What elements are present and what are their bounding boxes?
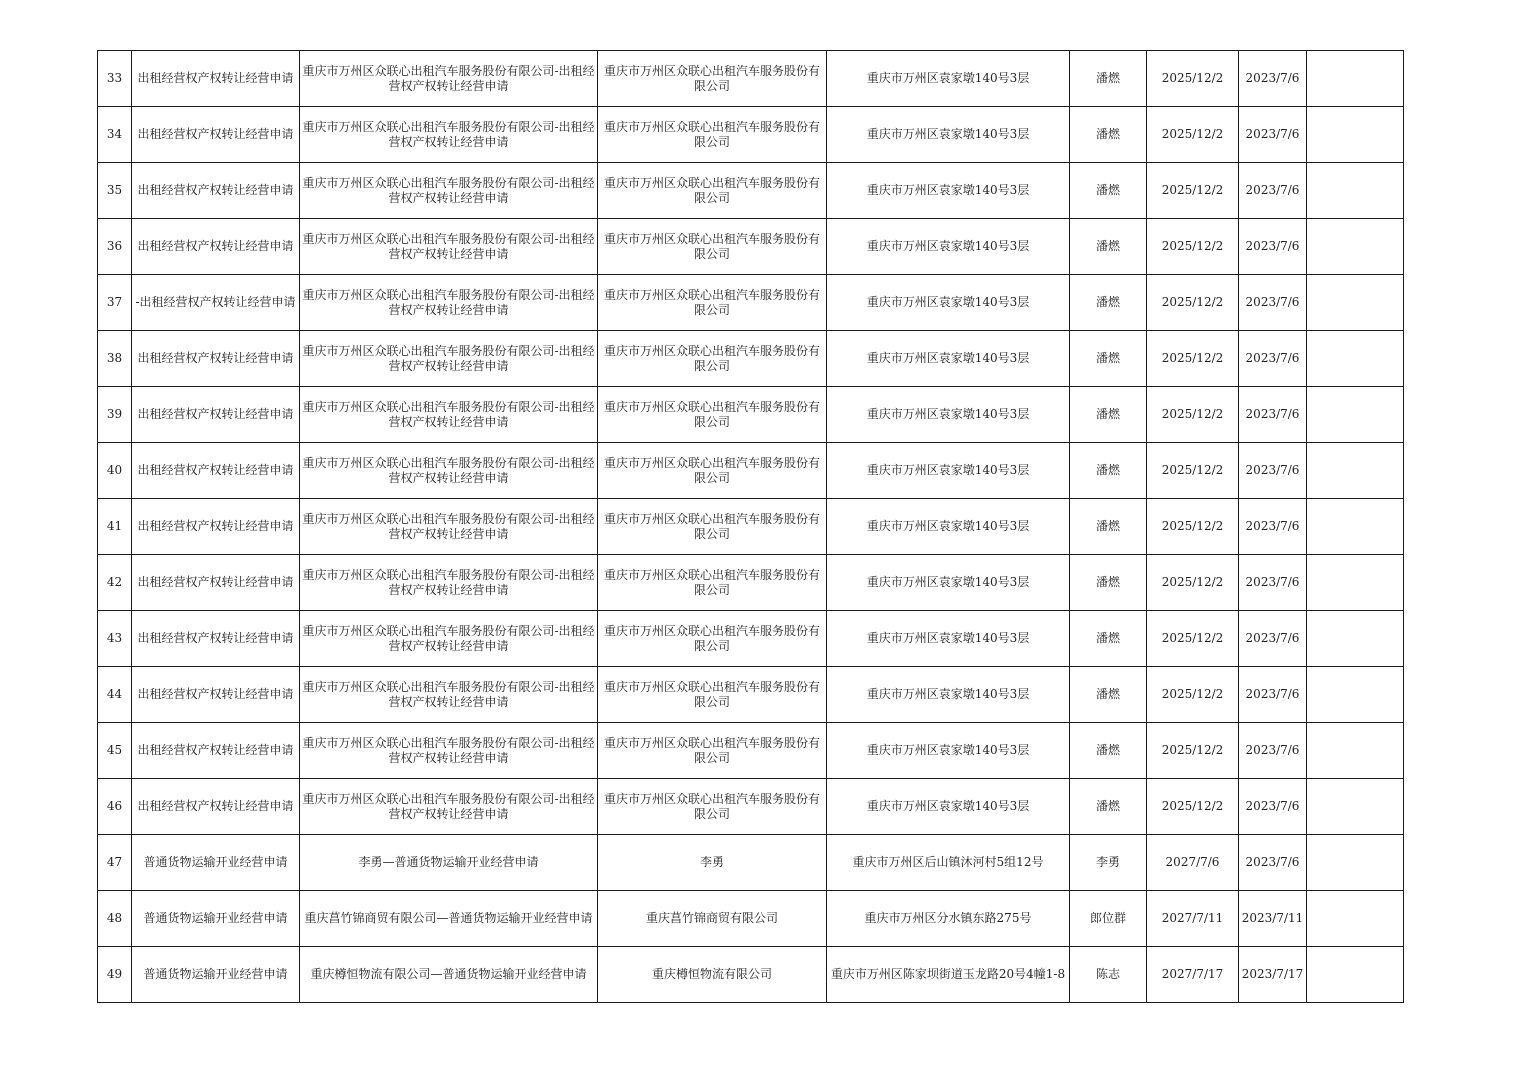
cell-valid-until: 2027/7/6 xyxy=(1147,835,1239,891)
table-row xyxy=(98,331,1404,387)
cell-number: 46 xyxy=(98,779,132,835)
cell-person: 潘燃 xyxy=(1070,779,1147,835)
cell-person: 潘燃 xyxy=(1070,443,1147,499)
table-row xyxy=(98,443,1404,499)
cell-valid-until: 2025/12/2 xyxy=(1147,275,1239,331)
cell-company: 重庆市万州区众联心出租汽车服务股份有限公司 xyxy=(598,667,827,723)
cell-valid-until: 2025/12/2 xyxy=(1147,611,1239,667)
cell-address: 重庆市万州区袁家墩140号3层 xyxy=(827,555,1070,611)
cell-number: 38 xyxy=(98,331,132,387)
cell-company: 重庆市万州区众联心出租汽车服务股份有限公司 xyxy=(598,51,827,107)
cell-application: 重庆市万州区众联心出租汽车服务股份有限公司-出租经营权产权转让经营申请 xyxy=(300,555,598,611)
cell-address: 重庆市万州区袁家墩140号3层 xyxy=(827,331,1070,387)
cell-remark xyxy=(1307,163,1404,219)
cell-decision-date: 2023/7/6 xyxy=(1239,219,1307,275)
cell-item: 普通货物运输开业经营申请 xyxy=(132,891,300,947)
cell-person: 潘燃 xyxy=(1070,555,1147,611)
table-row xyxy=(98,947,1404,1003)
cell-address: 重庆市万州区袁家墩140号3层 xyxy=(827,275,1070,331)
cell-item: 出租经营权产权转让经营申请 xyxy=(132,611,300,667)
cell-decision-date: 2023/7/6 xyxy=(1239,331,1307,387)
cell-company: 重庆市万州区众联心出租汽车服务股份有限公司 xyxy=(598,219,827,275)
cell-remark xyxy=(1307,723,1404,779)
cell-address: 重庆市万州区袁家墩140号3层 xyxy=(827,499,1070,555)
cell-company: 重庆市万州区众联心出租汽车服务股份有限公司 xyxy=(598,387,827,443)
cell-company: 重庆市万州区众联心出租汽车服务股份有限公司 xyxy=(598,443,827,499)
cell-number: 33 xyxy=(98,51,132,107)
cell-valid-until: 2025/12/2 xyxy=(1147,555,1239,611)
cell-person: 李勇 xyxy=(1070,835,1147,891)
cell-application: 重庆市万州区众联心出租汽车服务股份有限公司-出租经营权产权转让经营申请 xyxy=(300,219,598,275)
cell-valid-until: 2025/12/2 xyxy=(1147,499,1239,555)
cell-application: 重庆市万州区众联心出租汽车服务股份有限公司-出租经营权产权转让经营申请 xyxy=(300,51,598,107)
cell-remark xyxy=(1307,611,1404,667)
cell-address: 重庆市万州区袁家墩140号3层 xyxy=(827,723,1070,779)
cell-person: 潘燃 xyxy=(1070,51,1147,107)
cell-application: 重庆樽恒物流有限公司—普通货物运输开业经营申请 xyxy=(300,947,598,1003)
table-row xyxy=(98,667,1404,723)
cell-decision-date: 2023/7/6 xyxy=(1239,443,1307,499)
cell-person: 潘燃 xyxy=(1070,499,1147,555)
cell-valid-until: 2025/12/2 xyxy=(1147,443,1239,499)
cell-remark xyxy=(1307,667,1404,723)
cell-valid-until: 2027/7/17 xyxy=(1147,947,1239,1003)
cell-remark xyxy=(1307,499,1404,555)
cell-remark xyxy=(1307,555,1404,611)
cell-decision-date: 2023/7/6 xyxy=(1239,555,1307,611)
cell-application: 重庆市万州区众联心出租汽车服务股份有限公司-出租经营权产权转让经营申请 xyxy=(300,275,598,331)
table-row xyxy=(98,611,1404,667)
cell-remark xyxy=(1307,779,1404,835)
cell-remark xyxy=(1307,51,1404,107)
table-row xyxy=(98,835,1404,891)
table-row xyxy=(98,723,1404,779)
cell-number: 41 xyxy=(98,499,132,555)
cell-remark xyxy=(1307,947,1404,1003)
cell-address: 重庆市万州区袁家墩140号3层 xyxy=(827,443,1070,499)
cell-application: 重庆市万州区众联心出租汽车服务股份有限公司-出租经营权产权转让经营申请 xyxy=(300,443,598,499)
cell-item: 出租经营权产权转让经营申请 xyxy=(132,779,300,835)
cell-address: 重庆市万州区袁家墩140号3层 xyxy=(827,163,1070,219)
cell-remark xyxy=(1307,443,1404,499)
cell-item: 出租经营权产权转让经营申请 xyxy=(132,51,300,107)
cell-item: 出租经营权产权转让经营申请 xyxy=(132,163,300,219)
cell-company: 重庆市万州区众联心出租汽车服务股份有限公司 xyxy=(598,499,827,555)
cell-number: 44 xyxy=(98,667,132,723)
cell-item: 出租经营权产权转让经营申请 xyxy=(132,499,300,555)
cell-decision-date: 2023/7/17 xyxy=(1239,947,1307,1003)
cell-person: 潘燃 xyxy=(1070,667,1147,723)
cell-valid-until: 2025/12/2 xyxy=(1147,219,1239,275)
cell-valid-until: 2025/12/2 xyxy=(1147,107,1239,163)
cell-number: 48 xyxy=(98,891,132,947)
cell-decision-date: 2023/7/6 xyxy=(1239,499,1307,555)
cell-address: 重庆市万州区袁家墩140号3层 xyxy=(827,667,1070,723)
cell-person: 陈志 xyxy=(1070,947,1147,1003)
cell-address: 重庆市万州区分水镇东路275号 xyxy=(827,891,1070,947)
cell-company: 重庆市万州区众联心出租汽车服务股份有限公司 xyxy=(598,163,827,219)
cell-address: 重庆市万州区陈家坝街道玉龙路20号4幢1-8 xyxy=(827,947,1070,1003)
cell-decision-date: 2023/7/6 xyxy=(1239,667,1307,723)
cell-address: 重庆市万州区袁家墩140号3层 xyxy=(827,779,1070,835)
cell-application: 李勇—普通货物运输开业经营申请 xyxy=(300,835,598,891)
cell-person: 潘燃 xyxy=(1070,219,1147,275)
table-row xyxy=(98,891,1404,947)
cell-number: 35 xyxy=(98,163,132,219)
cell-application: 重庆市万州区众联心出租汽车服务股份有限公司-出租经营权产权转让经营申请 xyxy=(300,331,598,387)
table-row xyxy=(98,779,1404,835)
cell-decision-date: 2023/7/6 xyxy=(1239,387,1307,443)
cell-valid-until: 2027/7/11 xyxy=(1147,891,1239,947)
table-row xyxy=(98,275,1404,331)
cell-decision-date: 2023/7/11 xyxy=(1239,891,1307,947)
cell-number: 42 xyxy=(98,555,132,611)
cell-address: 重庆市万州区袁家墩140号3层 xyxy=(827,107,1070,163)
cell-company: 李勇 xyxy=(598,835,827,891)
cell-remark xyxy=(1307,835,1404,891)
cell-person: 潘燃 xyxy=(1070,723,1147,779)
cell-number: 43 xyxy=(98,611,132,667)
cell-item: 出租经营权产权转让经营申请 xyxy=(132,723,300,779)
cell-decision-date: 2023/7/6 xyxy=(1239,723,1307,779)
cell-decision-date: 2023/7/6 xyxy=(1239,275,1307,331)
cell-item: 普通货物运输开业经营申请 xyxy=(132,835,300,891)
cell-application: 重庆菖竹锦商贸有限公司—普通货物运输开业经营申请 xyxy=(300,891,598,947)
table-row xyxy=(98,163,1404,219)
table-row xyxy=(98,499,1404,555)
cell-address: 重庆市万州区袁家墩140号3层 xyxy=(827,387,1070,443)
cell-remark xyxy=(1307,219,1404,275)
cell-person: 潘燃 xyxy=(1070,387,1147,443)
cell-valid-until: 2025/12/2 xyxy=(1147,387,1239,443)
cell-number: 45 xyxy=(98,723,132,779)
cell-company: 重庆市万州区众联心出租汽车服务股份有限公司 xyxy=(598,723,827,779)
cell-company: 重庆市万州区众联心出租汽车服务股份有限公司 xyxy=(598,275,827,331)
cell-valid-until: 2025/12/2 xyxy=(1147,331,1239,387)
cell-decision-date: 2023/7/6 xyxy=(1239,107,1307,163)
cell-decision-date: 2023/7/6 xyxy=(1239,779,1307,835)
table-row xyxy=(98,387,1404,443)
cell-item: 出租经营权产权转让经营申请 xyxy=(132,667,300,723)
cell-company: 重庆市万州区众联心出租汽车服务股份有限公司 xyxy=(598,779,827,835)
cell-application: 重庆市万州区众联心出租汽车服务股份有限公司-出租经营权产权转让经营申请 xyxy=(300,107,598,163)
cell-remark xyxy=(1307,891,1404,947)
cell-decision-date: 2023/7/6 xyxy=(1239,51,1307,107)
cell-person: 潘燃 xyxy=(1070,331,1147,387)
cell-item: 出租经营权产权转让经营申请 xyxy=(132,107,300,163)
cell-person: 潘燃 xyxy=(1070,611,1147,667)
cell-company: 重庆樽恒物流有限公司 xyxy=(598,947,827,1003)
cell-decision-date: 2023/7/6 xyxy=(1239,835,1307,891)
cell-application: 重庆市万州区众联心出租汽车服务股份有限公司-出租经营权产权转让经营申请 xyxy=(300,387,598,443)
cell-item: 出租经营权产权转让经营申请 xyxy=(132,555,300,611)
cell-person: 潘燃 xyxy=(1070,163,1147,219)
cell-address: 重庆市万州区后山镇沐河村5组12号 xyxy=(827,835,1070,891)
cell-valid-until: 2025/12/2 xyxy=(1147,779,1239,835)
cell-remark xyxy=(1307,107,1404,163)
cell-item: 出租经营权产权转让经营申请 xyxy=(132,219,300,275)
cell-person: 郎位群 xyxy=(1070,891,1147,947)
cell-company: 重庆菖竹锦商贸有限公司 xyxy=(598,891,827,947)
table-row xyxy=(98,219,1404,275)
cell-valid-until: 2025/12/2 xyxy=(1147,667,1239,723)
cell-item: 出租经营权产权转让经营申请 xyxy=(132,331,300,387)
table-row xyxy=(98,51,1404,107)
cell-item: -出租经营权产权转让经营申请 xyxy=(132,275,300,331)
cell-number: 37 xyxy=(98,275,132,331)
cell-number: 39 xyxy=(98,387,132,443)
cell-number: 47 xyxy=(98,835,132,891)
cell-company: 重庆市万州区众联心出租汽车服务股份有限公司 xyxy=(598,331,827,387)
cell-decision-date: 2023/7/6 xyxy=(1239,163,1307,219)
table-row xyxy=(98,107,1404,163)
cell-number: 36 xyxy=(98,219,132,275)
cell-item: 出租经营权产权转让经营申请 xyxy=(132,443,300,499)
cell-company: 重庆市万州区众联心出租汽车服务股份有限公司 xyxy=(598,611,827,667)
cell-address: 重庆市万州区袁家墩140号3层 xyxy=(827,219,1070,275)
cell-number: 49 xyxy=(98,947,132,1003)
table-row xyxy=(98,555,1404,611)
cell-application: 重庆市万州区众联心出租汽车服务股份有限公司-出租经营权产权转让经营申请 xyxy=(300,779,598,835)
cell-application: 重庆市万州区众联心出租汽车服务股份有限公司-出租经营权产权转让经营申请 xyxy=(300,499,598,555)
cell-person: 潘燃 xyxy=(1070,107,1147,163)
cell-remark xyxy=(1307,275,1404,331)
cell-application: 重庆市万州区众联心出租汽车服务股份有限公司-出租经营权产权转让经营申请 xyxy=(300,163,598,219)
cell-company: 重庆市万州区众联心出租汽车服务股份有限公司 xyxy=(598,107,827,163)
cell-number: 40 xyxy=(98,443,132,499)
cell-valid-until: 2025/12/2 xyxy=(1147,723,1239,779)
cell-application: 重庆市万州区众联心出租汽车服务股份有限公司-出租经营权产权转让经营申请 xyxy=(300,667,598,723)
cell-valid-until: 2025/12/2 xyxy=(1147,51,1239,107)
cell-person: 潘燃 xyxy=(1070,275,1147,331)
cell-application: 重庆市万州区众联心出租汽车服务股份有限公司-出租经营权产权转让经营申请 xyxy=(300,611,598,667)
cell-company: 重庆市万州区众联心出租汽车服务股份有限公司 xyxy=(598,555,827,611)
cell-address: 重庆市万州区袁家墩140号3层 xyxy=(827,611,1070,667)
cell-item: 出租经营权产权转让经营申请 xyxy=(132,387,300,443)
cell-valid-until: 2025/12/2 xyxy=(1147,163,1239,219)
table-body xyxy=(98,51,1404,1003)
cell-item: 普通货物运输开业经营申请 xyxy=(132,947,300,1003)
cell-number: 34 xyxy=(98,107,132,163)
cell-remark xyxy=(1307,331,1404,387)
cell-remark xyxy=(1307,387,1404,443)
cell-decision-date: 2023/7/6 xyxy=(1239,611,1307,667)
cell-address: 重庆市万州区袁家墩140号3层 xyxy=(827,51,1070,107)
cell-application: 重庆市万州区众联心出租汽车服务股份有限公司-出租经营权产权转让经营申请 xyxy=(300,723,598,779)
license-register-table xyxy=(97,50,1404,1003)
